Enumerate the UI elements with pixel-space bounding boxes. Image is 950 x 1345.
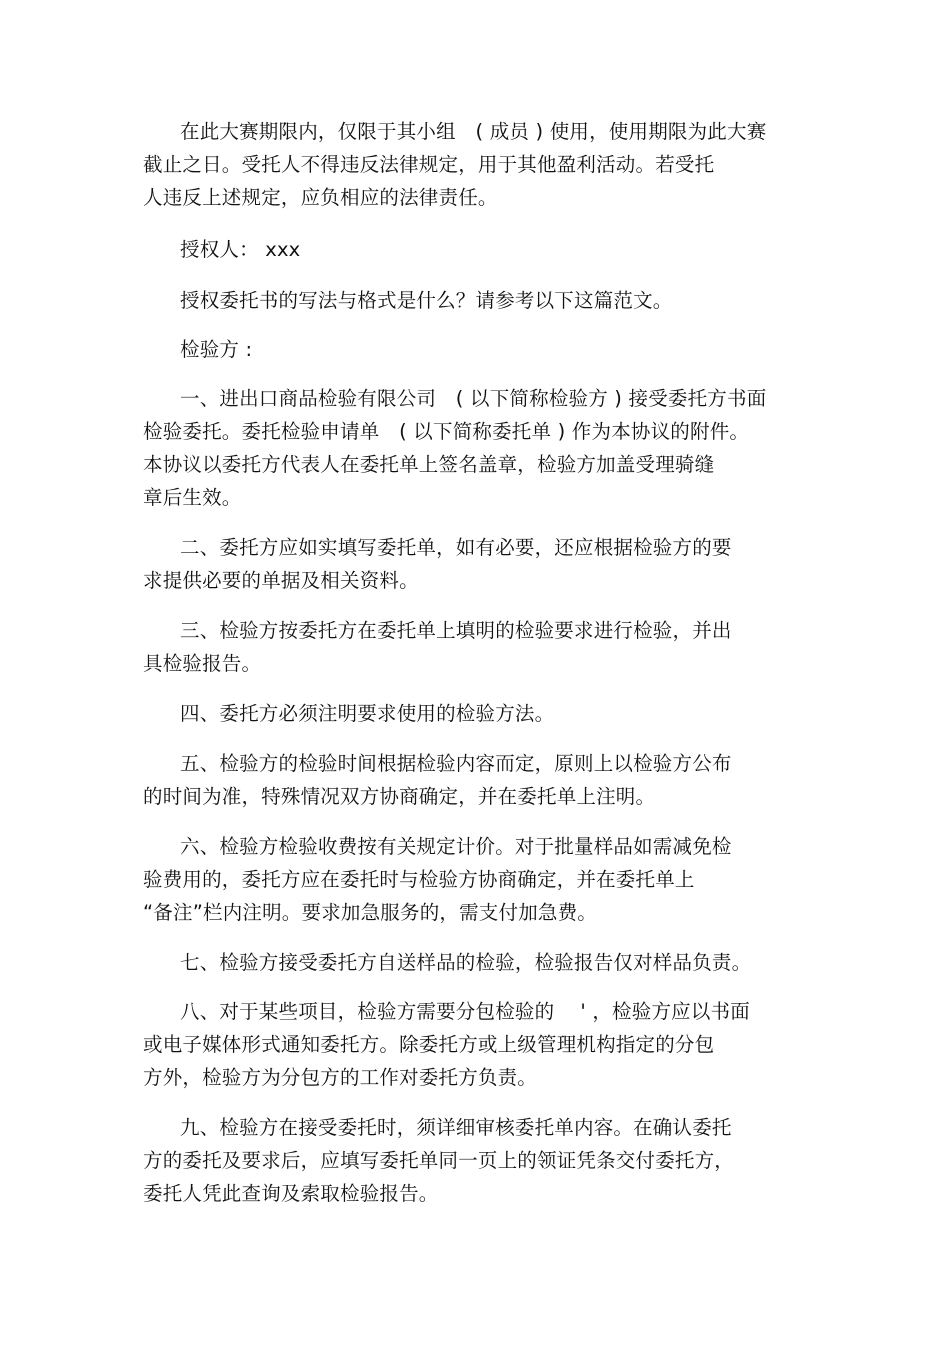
- clause-line: 检验委托。委托检验申请单 ( 以下简称委托单 ) 作为本协议的附件。: [143, 420, 750, 443]
- clause-line: 方外，检验方为分包方的工作对委托方负责。: [143, 1066, 538, 1089]
- paragraph-line: 人违反上述规定，应负相应的法律责任。: [143, 186, 498, 209]
- paragraph-line: 截止之日。受托人不得违反法律规定，用于其他盈利活动。若受托: [143, 153, 715, 176]
- clause-line: 七、检验方接受委托方自送样品的检验，检验报告仅对样品负责。: [180, 951, 752, 974]
- clause-line: 章后生效。: [143, 486, 242, 509]
- inspector-heading: 检验方 :: [180, 338, 253, 361]
- authorizer-line: 授权人： xxx: [180, 238, 301, 261]
- clause-line: 五、检验方的检验时间根据检验内容而定，原则上以检验方公布: [180, 752, 732, 775]
- paragraph-line: 在此大赛期限内，仅限于其小组 ( 成员 ) 使用，使用期限为此大赛: [180, 120, 767, 143]
- clause-line: 委托人凭此查询及索取检验报告。: [143, 1182, 439, 1205]
- clause-line: 四、委托方必须注明要求使用的检验方法。: [180, 702, 555, 725]
- clause-line: 方的委托及要求后，应填写委托单同一页上的领证凭条交付委托方，: [143, 1149, 735, 1172]
- clause-line: 六、检验方检验收费按有关规定计价。对于批量样品如需减免检: [180, 835, 732, 858]
- clause-line: 的时间为准，特殊情况双方协商确定，并在委托单上注明。: [143, 785, 656, 808]
- clause-line: 八、对于某些项目，检验方需要分包检验的 ' ，检验方应以书面: [180, 1000, 750, 1023]
- paragraph-line: 授权委托书的写法与格式是什么？请参考以下这篇范文。: [180, 289, 673, 312]
- clause-line: 验费用的，委托方应在委托时与检验方协商确定，并在委托单上: [143, 868, 695, 891]
- clause-line: 三、检验方按委托方在委托单上填明的检验要求进行检验，并出: [180, 619, 732, 642]
- clause-line: “备注”栏内注明。要求加急服务的，需支付加急费。: [143, 901, 598, 924]
- clause-line: 具检验报告。: [143, 652, 262, 675]
- clause-line: 二、委托方应如实填写委托单，如有必要，还应根据检验方的要: [180, 536, 732, 559]
- clause-line: 一、进出口商品检验有限公司 ( 以下简称检验方 ) 接受委托方书面: [180, 387, 767, 410]
- clause-line: 求提供必要的单据及相关资料。: [143, 569, 419, 592]
- clause-line: 或电子媒体形式通知委托方。除委托方或上级管理机构指定的分包: [143, 1033, 715, 1056]
- clause-line: 九、检验方在接受委托时，须详细审核委托单内容。在确认委托: [180, 1116, 732, 1139]
- clause-line: 本协议以委托方代表人在委托单上签名盖章，检验方加盖受理骑缝: [143, 453, 715, 476]
